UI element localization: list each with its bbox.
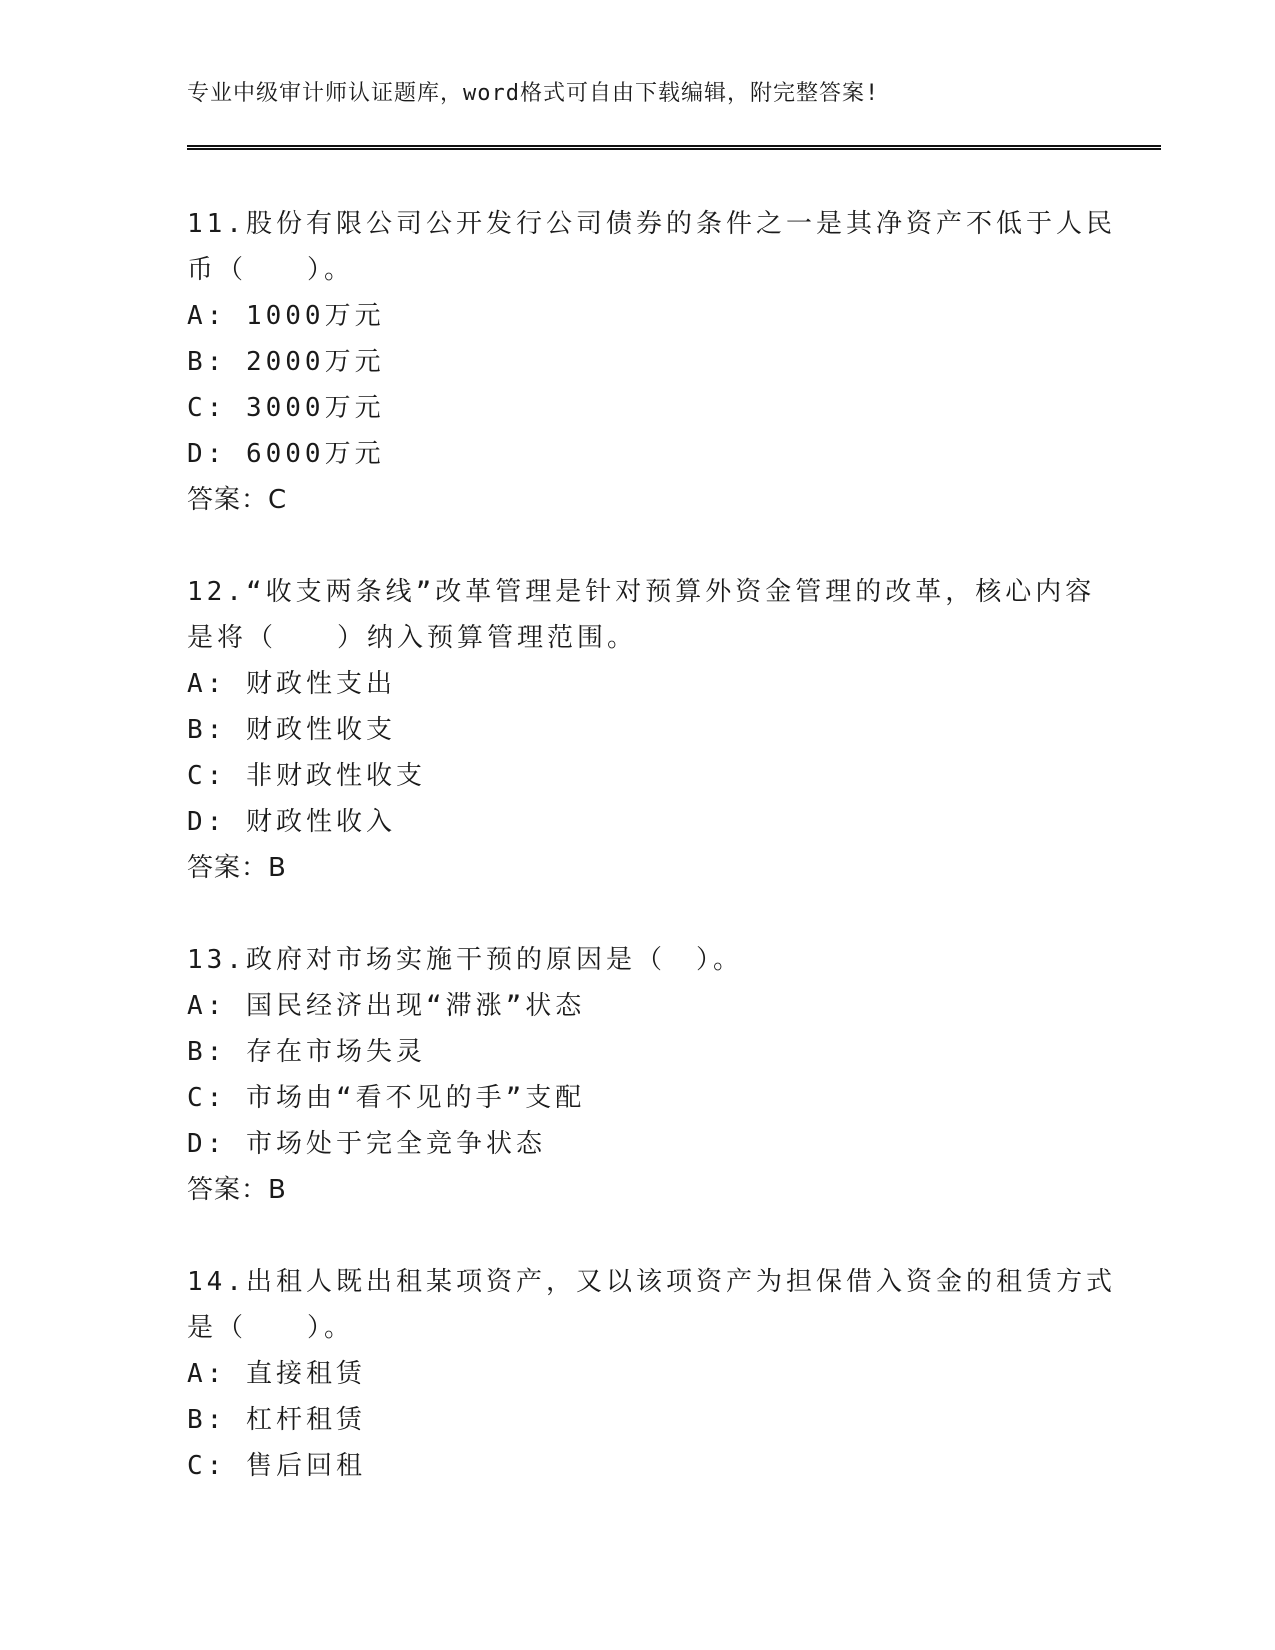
question-13 [187, 937, 1087, 1213]
question-stem: 是将（ ）纳入预算管理范围。 [187, 623, 638, 653]
option-c: C: 3000万元 [187, 393, 385, 423]
question-stem: 14.出租人既出租某项资产，又以该项资产为担保借入资金的租赁方式 [187, 1267, 1116, 1297]
answer: 答案：C [187, 485, 288, 515]
option-b: B: 财政性收支 [187, 715, 396, 745]
option-d: D: 财政性收入 [187, 807, 396, 837]
option-a: A: 国民经济出现“滞涨”状态 [187, 991, 586, 1021]
question-12 [187, 569, 1096, 891]
option-b: B: 2000万元 [187, 347, 385, 377]
option-a: A: 1000万元 [187, 301, 385, 331]
answer: 答案：B [187, 1175, 287, 1205]
question-stem: 12.“收支两条线”改革管理是针对预算外资金管理的改革，核心内容 [187, 577, 1096, 607]
header-divider [187, 145, 1161, 150]
option-a: A: 财政性支出 [187, 669, 396, 699]
option-d: D: 6000万元 [187, 439, 385, 469]
question-14 [187, 1259, 1116, 1489]
question-list [187, 201, 1116, 1535]
option-b: B: 杠杆租赁 [187, 1405, 366, 1435]
question-stem: 币（ ）。 [187, 255, 355, 285]
option-a: A: 直接租赁 [187, 1359, 366, 1389]
option-b: B: 存在市场失灵 [187, 1037, 426, 1067]
option-c: C: 市场由“看不见的手”支配 [187, 1083, 586, 1113]
document-header: 专业中级审计师认证题库，word格式可自由下载编辑，附完整答案! [187, 81, 880, 106]
answer: 答案：B [187, 853, 287, 883]
question-11 [187, 201, 1116, 523]
question-stem: 11.股份有限公司公开发行公司债券的条件之一是其净资产不低于人民 [187, 209, 1116, 239]
question-stem: 是（ ）。 [187, 1313, 355, 1343]
option-d: D: 市场处于完全竞争状态 [187, 1129, 546, 1159]
option-c: C: 售后回租 [187, 1451, 366, 1481]
question-stem: 13.政府对市场实施干预的原因是（ ）。 [187, 945, 743, 975]
option-c: C: 非财政性收支 [187, 761, 426, 791]
